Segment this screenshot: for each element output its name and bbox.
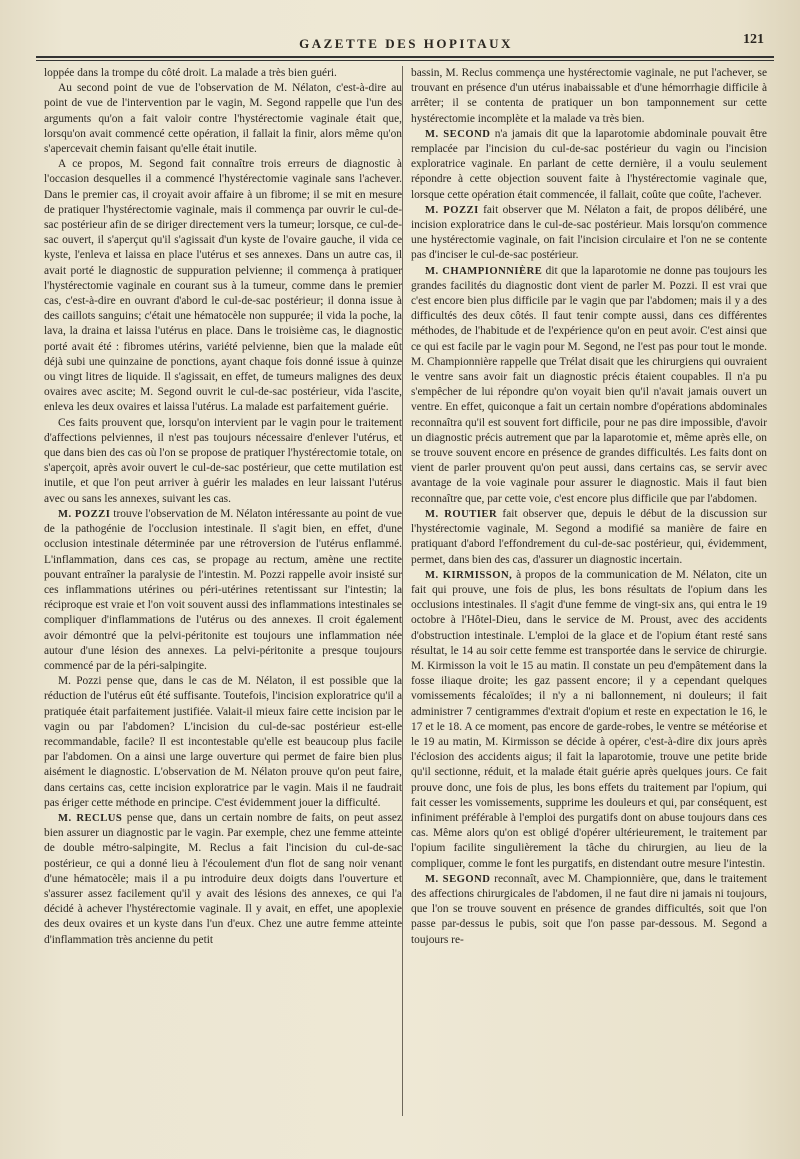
page-number: 121	[743, 32, 764, 47]
page-header	[40, 28, 772, 54]
speaker-name: M. POZZI	[58, 508, 111, 520]
paragraph	[411, 264, 767, 507]
paragraph	[44, 66, 402, 81]
paragraph	[411, 568, 767, 872]
speaker-name: M. SEGOND	[425, 873, 491, 885]
paragraph-text: à propos de la communication de M. Nélaton, cite un fait qui prouve, une fois de plus, les bons résultats de l'opium dans les occlusions intestinales. Il s'agit d'une femme de vingt-six ans, qui entra le 19 octobre à l'Hôtel-Dieu, dans le service de M. Proust, avec des accidents d'obstruction intestinale. L'emploi de la glace et de l'opium étant resté sans résultat, le 14 au soir cette femme est transportée dans le service de chirurgie. M. Kirmisson la voit le 15 au matin. Il constate un peu d'empâtement dans la fosse iliaque droite; les gaz passent encore; il y a cependant quelques vomissements fécaloïdes; il n'y a ni ballonnement, ni douleurs; il fait administrer 7 centigrammes d'extrait d'opium et reste en expectation le 16, le 17 et le 18. A ce moment, pas encore de garde-robes, le ventre se météorise et le 19 au matin, M. Kirmisson se décide à opérer, c'est-à-dire dix jours après l'éclosion des accidents aigus; il fait la laparotomie, trouve une petite bride qu'il sectionne, réduit, et la malade était guérie après quelques jours. Ce fait prouve donc, une fois de plus, les bons effets du traitement par l'opium, qui fait cesser les vomissements, supprime les douleurs et qui, par conséquent, est infiniment préférable à l'emploi des purgatifs dont on abuse toujours dans ces cas. Même alors qu'on est obligé d'opérer ultérieurement, le traitement par l'opium facilite singulièrement la tâche du chirurgien, au lieu de la compliquer, comme le font les purgatifs, en distendant outre mesure l'intestin.	[411, 568, 767, 870]
paragraph	[44, 157, 402, 415]
speaker-name: M. RECLUS	[58, 812, 123, 824]
paragraph	[44, 674, 402, 811]
column-divider	[402, 66, 403, 1116]
journal-title: GAZETTE DES HOPITAUX	[299, 36, 513, 51]
left-column	[44, 66, 402, 948]
paragraph	[44, 507, 402, 674]
paragraph	[44, 416, 402, 507]
paragraph-text: trouve l'observation de M. Nélaton intéressante au point de vue de la pathogénie de l'occlusion intestinale. Il s'agit bien, en effet, d'une occlusion intestinale déterminée par une rétroversion de l'utérus enflammé. L'inflammation, dans ces cas, se propage au rectum, amène une rectite pouvant entraîner la paralysie de l'intestin. M. Pozzi rappelle avoir insisté sur ces inflammations utérines ou péri-utérines retentissant sur l'intestin; la réciproque est vraie et l'on voit souvent aussi des inflammations intestinales se compliquer d'inflammations de l'utérus ou des annexes. Il croit également avoir démontré que la pelvi-péritonite est toujours une inflammation née autour d'une lésion des annexes. La pelvi-péritonite a presque toujours commencé par de la péri-salpingite.	[44, 507, 402, 672]
paragraph	[411, 507, 767, 568]
paragraph	[411, 203, 767, 264]
speaker-name: M. KIRMISSON,	[425, 569, 513, 581]
speaker-name: M. POZZI	[425, 204, 479, 216]
paragraph	[411, 127, 767, 203]
speaker-name: M. CHAMPIONNIÈRE	[425, 265, 543, 277]
paragraph-text: pense que, dans un certain nombre de faits, on peut assez bien assurer un diagnostic par le vagin. Par exemple, chez une femme atteinte de double métro-salpingite, M. Reclus a fait l'incision du cul-de-sac postérieur, ce qui a donné lieu à l'écoulement d'un flot de sang noir venant d'une hématocèle; mais il a pu introduire deux doigts dans l'ouverture et s'assurer assez facilement qu'il y avait des lésions des annexes, ce qui l'a décidé à achever l'hystérectomie vaginale. Il y avait, en effet, une apoplexie des deux ovaires et un kyste dans l'un d'eux. Chez une autre femme atteinte d'inflammation très ancienne du petit	[44, 811, 403, 946]
right-column	[411, 66, 767, 948]
paragraph-text: Au second point de vue de l'observation de M. Nélaton, c'est-à-dire au point de vue de l'intervention par le vagin, M. Segond rappelle que l'un des arguments qu'on a fait valoir contre l'hystérectomie vaginale était que, lorsqu'on avait commencé cette opération, il fallait la finir, alors même qu'on s'apercevait chemin faisant qu'elle était inutile.	[44, 82, 402, 156]
paragraph-text: dit que la laparotomie ne donne pas toujours les grandes facilités du diagnostic dont vient de parler M. Pozzi. Il est vrai que c'est encore bien plus difficile par le vagin que par l'abdomen; mais il y a des difficultés des deux côtés. Il faut tenir compte aussi, dans ces différentes méthodes, de l'habitude et de l'expérience qu'on en peut avoir. C'est ainsi que ce qui est facile par le vagin pour M. Segond, ne l'est pas pour tout le monde. M. Championnière rappelle que Trélat disait que les chirurgiens qui ouvraient le ventre sans avoir fait un diagnostic précis étaient coupables. Il n'a pu s'empêcher de lui répondre qu'on voyait bien qu'il n'avait jamais ouvert un ventre. En effet, quiconque a fait un certain nombre d'opérations abdominales reconnaîtra qu'il est souvent fort difficile, pour ne pas dire impossible, d'avoir un diagnostic précis autrement que par la laparotomie et, même après elle, on se trouve souvent encore en présence de grandes difficultés. Les faits dont on vient de parler prouvent qu'on peut aussi, dans certains cas, se servir avec avantage de la voie vaginale pour assurer le diagnostic. Mais il faut bien reconnaître que, par cette voie, c'est encore plus difficile que par l'abdomen.	[411, 264, 767, 505]
paragraph	[44, 81, 402, 157]
paragraph-text: loppée dans la trompe du côté droit. La malade a très bien guéri.	[44, 67, 337, 79]
paragraph	[411, 872, 767, 948]
paragraph-text: A ce propos, M. Segond fait connaître trois erreurs de diagnostic à l'occasion desquelles il a commencé l'hystérectomie vaginale sans l'achever. Dans le premier cas, il croyait avoir affaire à un fibrome; il se mit en mesure de pratiquer l'hystérectomie vaginale, mais il commença par ouvrir le cul-de-sac postérieur afin de se diriger directement vers la tumeur; lorsque, ce cul-de-sac ouvert, il s'aperçut qu'il s'agissait d'un kyste de l'ovaire gauche, il vida ce kyste, l'enleva et laissa en place l'utérus et ses annexes. Dans un autre cas, il avait porté le diagnostic de suppuration pelvienne; il commença à pratiquer l'hystérectomie vaginale en courant sus à la tumeur, comme dans le premier cas, c'est-à-dire en ouvrant d'abord le cul-de-sac postérieur; il donna issue à des caillots sanguins; c'était une hématocèle non suppurée; il vida la poche, la lava, la draina et laissa l'utérus en place. Dans le troisième cas, le diagnostic porté avait été : fibromes utérins, variété pelvienne, bien que la malade eût déjà subi une quinzaine de ponctions, ayant chaque fois donné issue à quinze ou vingt litres de liquide. Il s'agissait, en effet, de tumeurs malignes des deux ovaires avec ascite; M. Segond ouvrit le cul-de-sac postérieur, vida l'ascite, enleva les deux ovaires et laissa l'utérus. La malade est parfaitement guérie.	[44, 158, 402, 414]
paragraph-text: reconnaît, avec M. Championnière, que, dans le traitement des affections chirurgicales de l'abdomen, il ne faut dire ni jamais ni toujours, que l'on se trouve souvent en présence de grandes difficultés, soit que l'on passe par-dessus le pubis, soit que l'on passe par-dessous. M. Segond a toujours re-	[411, 872, 767, 946]
paragraph-text: n'a jamais dit que la laparotomie abdominale pouvait être remplacée par l'incision du cul-de-sac postérieur du vagin ou l'incision exploratrice vaginale. En parlant de cette dernière, il a voulu seulement répondre à cette objection souvent faite à l'hystérectomie vaginale que, lorsque cette opération était commencée, il fallait, coûte que coûte, l'achever.	[411, 127, 767, 201]
header-rule-thin	[36, 60, 774, 61]
paragraph-text: fait observer que, depuis le début de la discussion sur l'hystérectomie vaginale, M. Segond a modifié sa manière de faire en pratiquant d'abord l'effondrement du cul-de-sac postérieur, qui, évidemment, permet, dans bien des cas, d'assurer un diagnostic incertain.	[411, 507, 767, 566]
speaker-name: M. ROUTIER	[425, 508, 498, 520]
paragraph-text: Ces faits prouvent que, lorsqu'on intervient par le vagin pour le traitement d'affections pelviennes, il n'est pas toujours nécessaire d'enlever l'utérus, et que dans bien des cas où l'on se propose de pratiquer l'hystérectomie totale, on s'aperçoit, après avoir ouvert le cul-de-sac postérieur, que cette mutilation est inutile, et que l'on peut arriver à guérir les malades en leur laissant l'utérus avec ou sans les annexes, suivant les cas.	[44, 416, 402, 505]
paragraph	[44, 811, 402, 948]
header-rule	[36, 56, 774, 58]
paragraph-text: fait observer que M. Nélaton a fait, de propos délibéré, une incision exploratrice dans le cul-de-sac postérieur. Mais lorsqu'on commence une hystérectomie vaginale, on fait l'incision circulaire et l'on ne se contente pas d'inciser le cul-de-sac postérieur.	[411, 203, 767, 262]
speaker-name: M. SECOND	[425, 128, 491, 140]
paragraph-text: M. Pozzi pense que, dans le cas de M. Nélaton, il est possible que la réduction de l'utérus eût été suffisante. Toutefois, l'incision exploratrice qu'il a pratiquée était parfaitement justifiée. Valait-il mieux faire cette incision par le vagin ou par l'abdomen? L'incision du cul-de-sac postérieur est-elle recommandable, facile? Il est incontestable qu'elle est beaucoup plus facile par l'abdomen. On a ainsi une large ouverture qui permet de faire bien plus aisément le diagnostic. L'observation de M. Nélaton prouve qu'on peut faire, dans certains cas, cette incision exploratrice par le vagin. Mais il ne faudrait pas ériger cette méthode en principe. C'est évidemment jouer la difficulté.	[44, 675, 402, 809]
paragraph	[411, 66, 767, 127]
paragraph-text: bassin, M. Reclus commença une hystérectomie vaginale, ne put l'achever, se trouvant en présence d'un utérus inabaissable et d'une hémorrhagie difficile à arrêter; il se contenta de pratiquer un bon tamponnement sur cette hystérectomie incomplète et la malade va très bien.	[411, 67, 767, 125]
